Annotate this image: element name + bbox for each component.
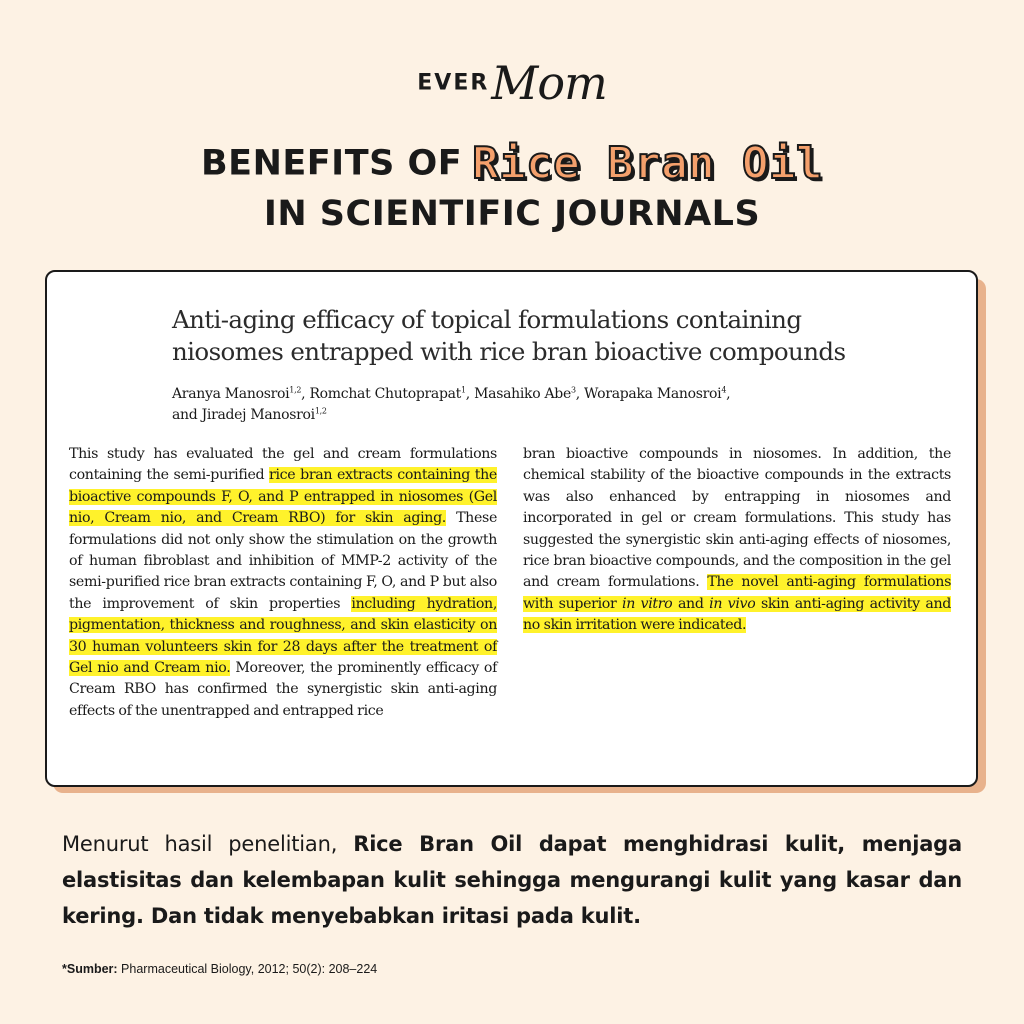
brand-logo <box>0 56 1024 110</box>
author-name: Masahiko Abe <box>474 386 571 402</box>
highlighted-text: and <box>672 595 710 612</box>
highlighted-text: The novel anti-aging formulations with superior <box>523 574 952 612</box>
author-affiliation: 1 <box>461 385 466 395</box>
headline-plain: BENEFITS OF <box>200 143 463 184</box>
source-citation <box>62 962 377 976</box>
abstract-text: These formulations did not only show the stimulation on the growth of human fibroblast and inhibition of MMP-2 activity of the semi-purified rice bran extracts containing F, O, and P but also the improvement of skin properties <box>69 510 497 612</box>
paper-authors <box>172 384 872 426</box>
author-separator: , <box>465 386 475 402</box>
summary-bold: Rice Bran Oil dapat menghidrasi kulit, menjaga elastisitas dan kelembapan kulit sehingga mengurangi kulit yang kasar dan kering. Dan tidak menyebabkan iritasi pada kulit. <box>62 832 962 928</box>
author-separator: , <box>726 386 731 402</box>
headline-highlight: Rice Bran Oil <box>472 138 824 189</box>
highlighted-text: in vitro <box>622 595 673 612</box>
source-label: *Sumber: <box>62 962 118 976</box>
highlighted-text: including hydration, pigmentation, thickness and roughness, and skin elasticity on 30 human volunteers skin for 28 days after the treatment of Gel nio and Cream nio. <box>69 595 498 677</box>
highlighted-text: rice bran extracts containing the bioactive compounds F, O, and P entrapped in niosomes (Gel nio, Cream nio, and Cream RBO) for skin aging. <box>69 467 497 527</box>
abstract-left-column <box>69 444 497 722</box>
abstract-text: bran bioactive compounds in niosomes. In addition, the chemical stability of the bioactive compounds in the extracts was also enhanced by entrapping in niosomes and incorporated in gel or cream formulations. This study has suggested the synergistic skin anti-aging effects of niosomes, rice bran bioactive compounds, and the composition in the gel and cream formulations. <box>523 446 951 591</box>
author-separator: , <box>575 386 585 402</box>
paper-title: Anti-aging efficacy of topical formulations containing niosomes entrapped with rice bran bioactive compounds <box>172 305 846 366</box>
logo-ever-text: EVER <box>417 70 490 96</box>
highlighted-text: skin anti-aging activity and no skin irritation were indicated. <box>523 595 951 634</box>
author-name: Worapaka Manosroi <box>584 386 722 402</box>
author-name: Romchat Chutoprapat <box>309 386 461 402</box>
journal-card <box>45 270 978 787</box>
author-affiliation: 3 <box>570 385 576 395</box>
author-name: and Jiradej Manosroi <box>172 407 315 423</box>
author-separator: , <box>301 386 310 402</box>
summary-text <box>62 826 962 934</box>
author-affiliation: 4 <box>721 385 727 395</box>
author-name: Aranya Manosroi <box>172 386 290 402</box>
headline-line-2: IN SCIENTIFIC JOURNALS <box>263 194 761 234</box>
abstract-text: This study has evaluated the gel and cream formulations containing the semi-purified <box>69 446 497 484</box>
abstract-text: Moreover, the prominently efficacy of Cream RBO has confirmed the synergistic skin anti-aging effects of the unentrapped and entrapped rice <box>69 660 497 719</box>
summary-intro: Menurut hasil penelitian, <box>62 832 354 856</box>
author-affiliation: 1,2 <box>289 385 302 395</box>
abstract-right-column <box>523 444 951 637</box>
source-text: Pharmaceutical Biology, 2012; 50(2): 208–224 <box>117 962 378 976</box>
logo-mom-text: Mom <box>491 56 607 110</box>
headline-line-1 <box>0 138 1024 189</box>
author-affiliation: 1,2 <box>314 406 327 416</box>
highlighted-text: in vivo <box>709 595 756 612</box>
